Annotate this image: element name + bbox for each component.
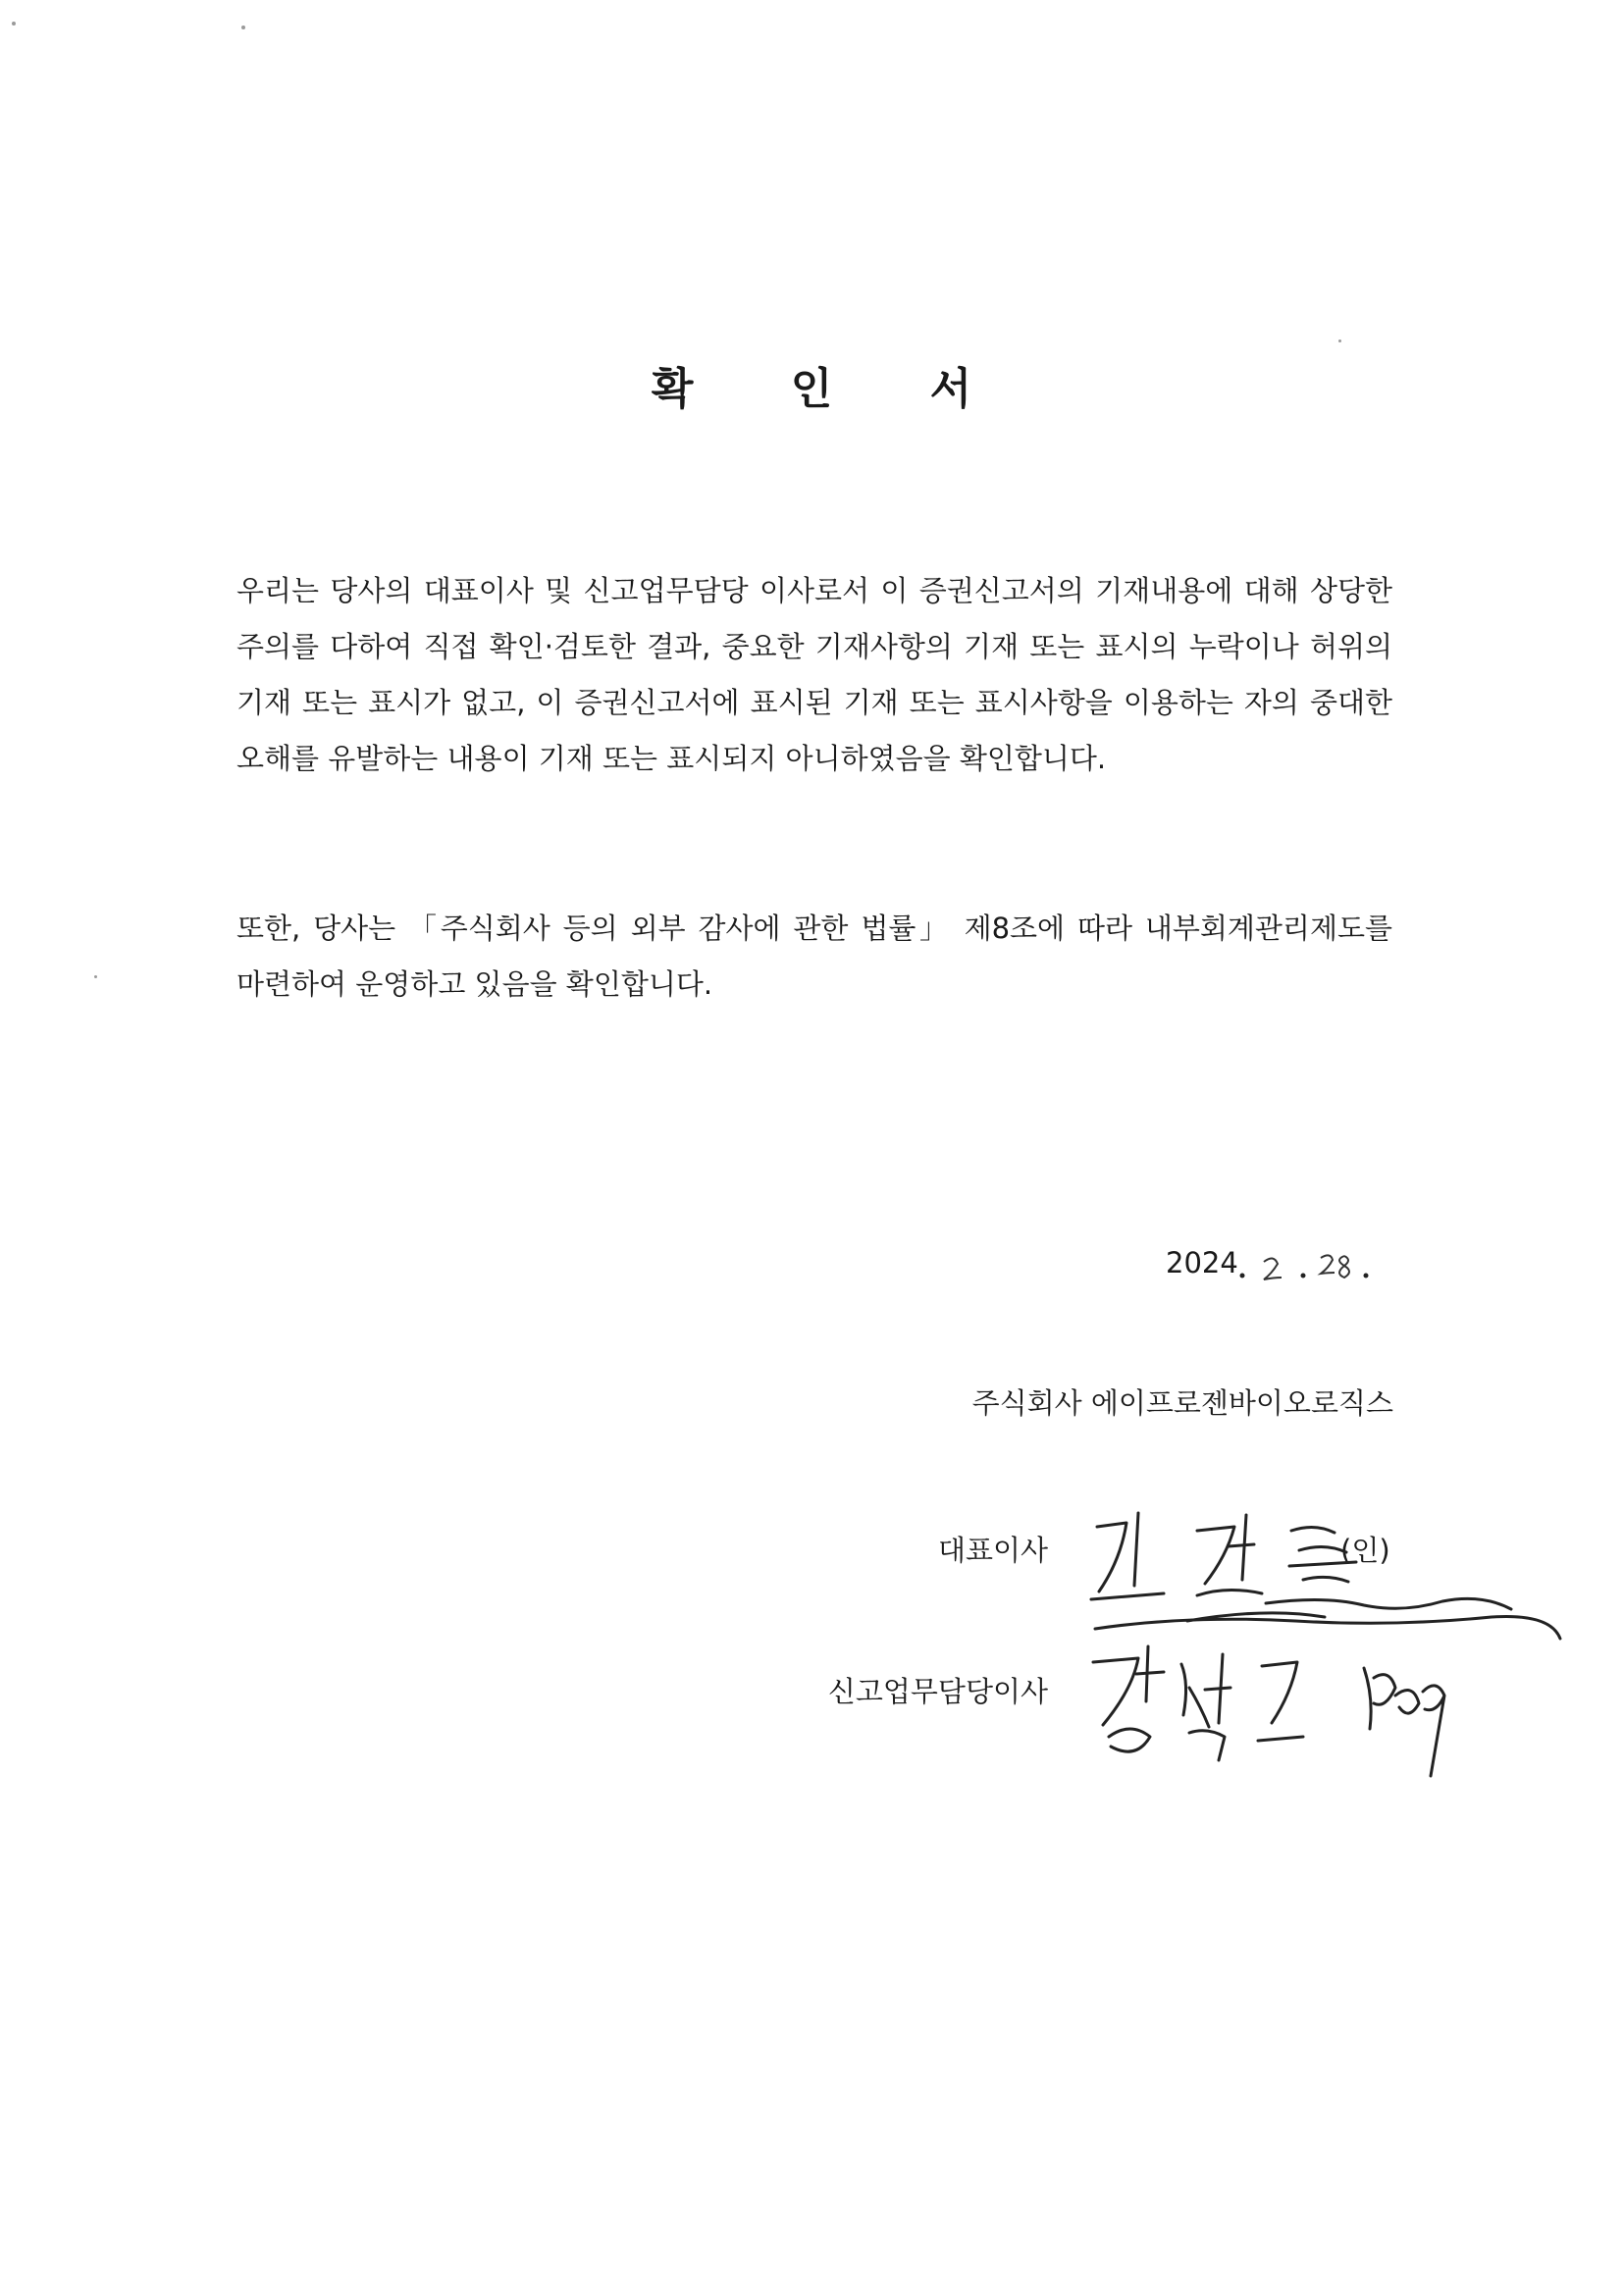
scan-speck xyxy=(1338,339,1341,342)
date-year: 2024 xyxy=(1166,1246,1238,1279)
scan-speck xyxy=(12,22,16,26)
confirmation-paragraph: 우리는 당사의 대표이사 및 신고업무담당 이사로서 이 증권신고서의 기재내용에 대해 상당한 주의를 다하여 직접 확인·검토한 결과, 중요한 기재사항의 기재 또는 표시의 누락이나 허위의 기재 또는 표시가 없고, 이 증권신고서에 표시된 기재 또는 표시사항을 이용하는 자의 중대한 오해를 유발하는 내용이 기재 또는 표시되지 아니하였음을 확인합니다. xyxy=(236,574,1392,775)
scan-speck xyxy=(241,26,245,29)
internal-control-paragraph: 또한, 당사는 「주식회사 등의 외부 감사에 관한 법률」 제8조에 따라 내부회계관리제도를 마련하여 운영하고 있음을 확인합니다. xyxy=(236,912,1392,1001)
ceo-role-label: 대표이사 xyxy=(937,1534,1048,1567)
document-title: 확 인 서 xyxy=(651,364,1014,414)
filing-director-signature-icon xyxy=(1079,1639,1492,1805)
scan-speck xyxy=(94,975,97,978)
handwritten-date-icon xyxy=(1079,1238,1413,1287)
ceo-seal-label: (인) xyxy=(1340,1534,1390,1567)
filing-director-role-label: 신고업무담당이사 xyxy=(827,1675,1048,1708)
ceo-signature-icon xyxy=(1070,1501,1619,1658)
date xyxy=(1079,1238,1413,1287)
company-name: 주식회사 에이프로젠바이오로직스 xyxy=(971,1386,1393,1420)
